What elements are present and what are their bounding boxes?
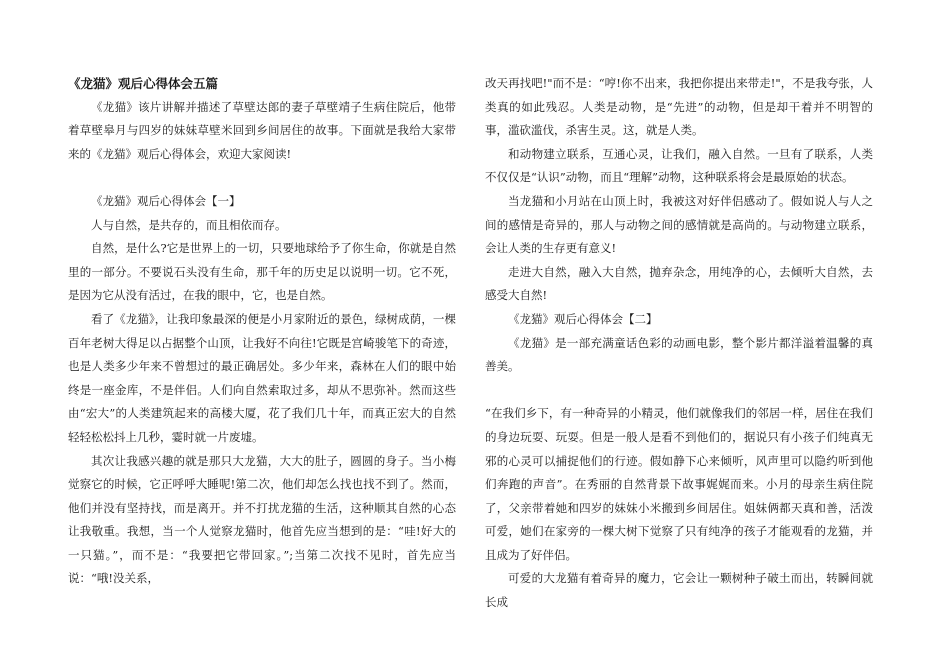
paragraph: 当龙猫和小月站在山顶上时，我被这对好伴侣感动了。假如说人与人之间的感情是奇异的，那人与动物之间的感情就是高尚的。与动物建立联系，会让人类的生存更有意义! [485,193,873,256]
paragraph: 走进大自然，融入大自然，抛弃杂念，用纯净的心，去倾听大自然，去感受大自然! [485,264,873,303]
paragraph: 其次让我感兴趣的就是那只大龙猫，大大的肚子，圆圆的身子。当小梅觉察它的时候，它正呼呼大睡呢!第二次，他们却怎么找也找不到了。然而，他们并没有坚持找，而是离开。并不打扰龙猫的生活，这种顺其自然的心态让我敬重。我想，当一个人觉察龙猫时，他首先应当想到的是：“哇!好大的一只猫。”，而不是：“我要把它带回家。”;当第二次找不见时，首先应当说：“哦!没关系， [68,453,456,586]
right-column [485,72,873,615]
section-heading-1: 《龙猫》观后心得体会【一】 [91,193,241,208]
intro-paragraph: 《龙猫》该片讲解并描述了草壁达郎的妻子草壁靖子生病住院后，他带着草壁皋月与四岁的妹妹草壁米回到乡间居住的故事。下面就是我给大家带来的《龙猫》观后心得体会，欢迎大家阅读! [68,99,456,161]
paragraph: 可爱的大龙猫有着奇异的魔力，它会让一颗树种子破土而出，转瞬间就长成 [485,571,873,610]
paragraph: 人与自然，是共存的，而且相依而存。 [91,217,287,232]
left-column [68,72,456,591]
paragraph: 看了《龙猫》，让我印象最深的便是小月家附近的景色，绿树成荫，一棵百年老树大得足以占据整个山顶，让我好不向往!它既是宫崎骏笔下的奇迹，也是人类多少年来不曾想过的最正确居处。多少年来，森林在人们的眼中始终是一座金库，不是伴侣。人们向自然索取过多，却从不思弥补。然而这些由“宏大”的人类建筑起来的高楼大厦，花了我们几十年，而真正宏大的自然轻轻松松抖上几秒，霎时就一片废墟。 [68,311,456,444]
paragraph-continued: 改天再找吧!"而不是：“哼!你不出来，我把你提出来带走!"，不是我夸张，人类真的如此残忍。人类是动物，是“先进”的动物，但是却干着并不明智的事，滥砍滥伐，杀害生灵。这，就是人类。 [485,76,873,138]
paragraph: 和动物建立联系，互通心灵，让我们，融入自然。一旦有了联系，人类不仅仅是“认识”动物，而且“理解”动物，这种联系将会是最原始的状态。 [485,146,873,185]
section-heading-2: 《龙猫》观后心得体会【二】 [508,311,658,326]
blank-line [68,166,456,190]
document-title: 《龙猫》观后心得体会五篇 [68,76,219,91]
paragraph: 自然，是什么?它是世界上的一切，只要地球给予了你生命，你就是自然里的一部分。不要说石头没有生命，那千年的历史足以说明一切。它不死，是因为它从没有活过，在我的眼中，它，也是自然。 [68,241,456,303]
blank-line [485,379,873,403]
paragraph: “在我们乡下，有一种奇异的小精灵，他们就像我们的邻居一样，居住在我们的身边玩耍、玩耍。但是一般人是看不到他们的，据说只有小孩子们纯真无邪的心灵可以捕捉他们的行迹。假如静下心来倾听，风声里可以隐约听到他们奔跑的声音”。在秀丽的自然背景下故事娓娓而来。小月的母亲生病住院了，父亲带着她和四岁的妹妹小米搬到乡间居住。姐妹俩都天真和善，活泼可爱，她们在家旁的一棵大树下觉察了只有纯净的孩子才能观看的龙猫，并且成为了好伴侣。 [485,406,873,562]
paragraph: 《龙猫》是一部充满童话色彩的动画电影，整个影片都洋溢着温馨的真善美。 [485,335,873,374]
